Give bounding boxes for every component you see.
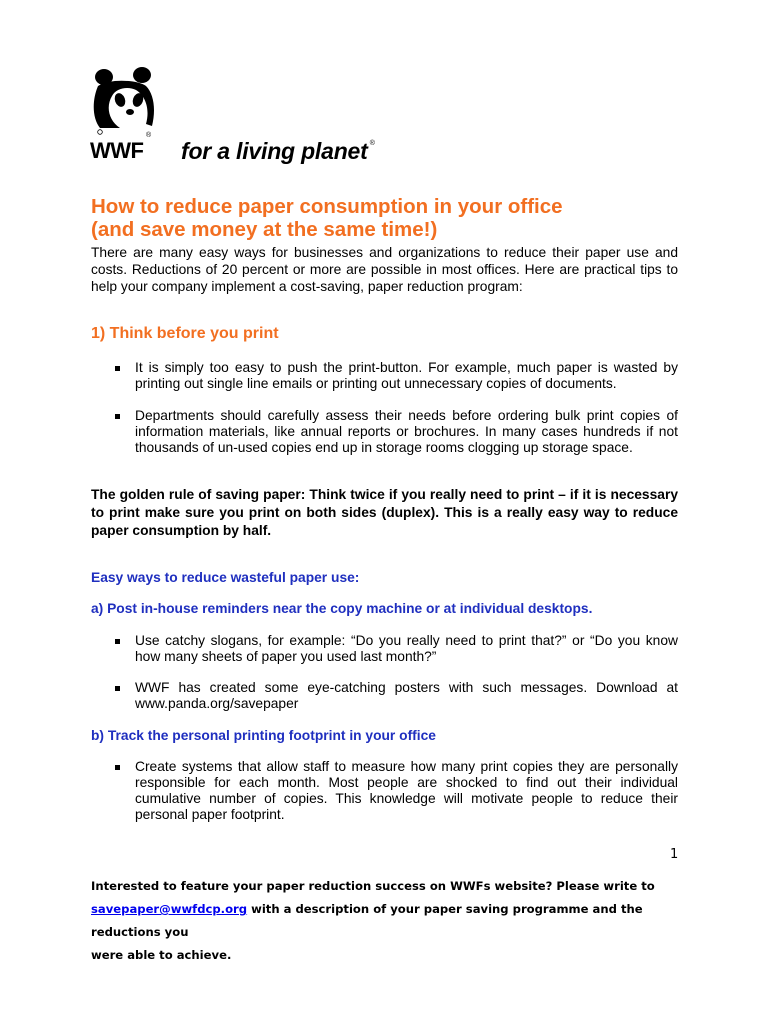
section-heading-think: 1) Think before you print <box>91 325 279 342</box>
bullet-icon <box>115 639 120 644</box>
wwf-panda-logo <box>90 66 156 162</box>
golden-rule-paragraph: The golden rule of saving paper: Think twice if you really need to print – if it is necessary to print make sure you print on both sides (duplex). This is a really easy way to reduce paper consumption by half. <box>91 487 678 538</box>
bullet-icon <box>115 366 120 371</box>
wwf-wordmark: WWF <box>90 138 144 163</box>
page-number: 1 <box>670 847 679 862</box>
intro-paragraph: There are many easy ways for businesses and organizations to reduce their paper use and costs. Reductions of 20 percent or more are possible in most offices. Here are practical tips to help your company implement a cost-saving, paper reduction program: <box>91 245 678 294</box>
list-item: Departments should carefully assess their needs before ordering bulk print copies of information materials, like annual reports or brochures. In many cases hundreds if not thousands of un-used copies end up in storage rooms clogging up storage space. <box>115 408 678 456</box>
bullet-icon <box>115 686 120 691</box>
list-item: WWF has created some eye-catching posters with such messages. Download at www.panda.org/savepaper <box>115 680 678 712</box>
bullet-icon <box>115 765 120 770</box>
list-item: It is simply too easy to push the print-button. For example, much paper is wasted by printing out single line emails or printing out unnecessary copies of documents. <box>115 360 678 392</box>
registered-mark: ® <box>146 132 152 139</box>
bullet-icon <box>115 414 120 419</box>
email-link[interactable]: savepaper@wwfdcp.org <box>91 902 248 916</box>
subheading-b: b) Track the personal printing footprint in your office <box>91 728 436 743</box>
list-item: Create systems that allow staff to measure how many print copies they are personally responsible for each month. Most people are shocked to find out their individual cumulative number of copies. This knowledge will motivate people to reduce their personal paper footprint. <box>115 759 678 823</box>
page-title: How to reduce paper consumption in your office (and save money at the same time!) <box>91 195 563 241</box>
list-item: Use catchy slogans, for example: “Do you really need to print that?” or “Do you know how many sheets of paper you used last month?” <box>115 633 678 665</box>
tagline: for a living planet ® <box>181 138 375 164</box>
footer-note: Interested to feature your paper reduction success on WWFs website? Please write to savepaper@wwfdcp.org with a description of your paper saving programme and the reductions you were able to achieve. <box>91 879 655 962</box>
subheading-a: a) Post in-house reminders near the copy machine or at individual desktops. <box>91 601 593 616</box>
easy-ways-heading: Easy ways to reduce wasteful paper use: <box>91 570 360 585</box>
